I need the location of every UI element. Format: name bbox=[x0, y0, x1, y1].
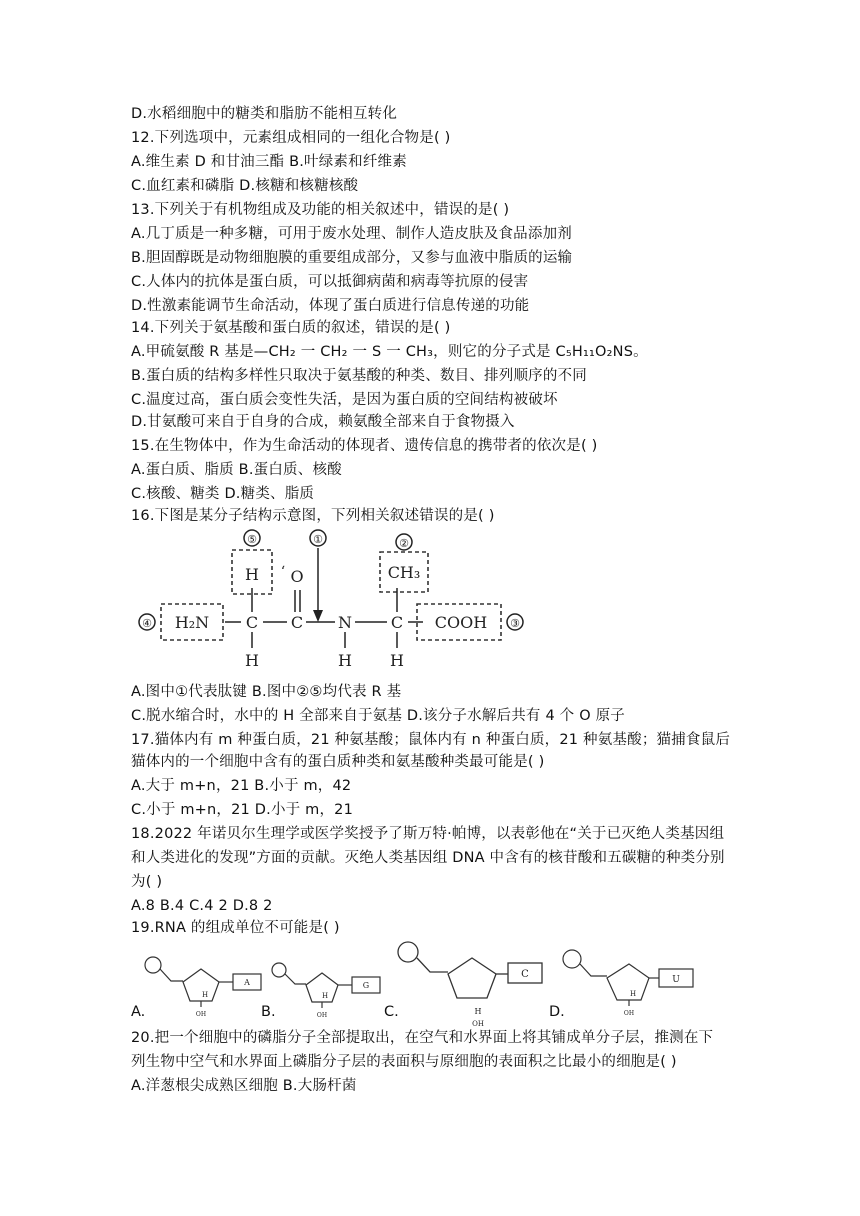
q17-stem-line2: 猫体内的一个细胞中含有的蛋白质种类和氨基酸种类最可能是( ) bbox=[131, 754, 545, 770]
nucleotide-b-h: H bbox=[321, 992, 329, 1000]
q17-options-ab: A.大于 m+n，21 B.小于 m，42 bbox=[131, 778, 352, 794]
nucleotide-a-oh: OH bbox=[195, 1011, 207, 1018]
mark1: ① bbox=[313, 533, 323, 546]
q11-option-d: D.水稻细胞中的糖类和脂肪不能相互转化 bbox=[131, 106, 398, 122]
mark5: ⑤ bbox=[247, 533, 257, 546]
h-bottom-1: H bbox=[245, 651, 259, 670]
carbonyl-carbon: C bbox=[290, 613, 304, 632]
q13-option-b: B.胆固醇既是动物细胞膜的重要组成部分，又参与血液中脂质的运输 bbox=[131, 250, 573, 266]
nucleotide-d-base: U bbox=[672, 975, 680, 985]
dipeptide-structure-figure bbox=[131, 528, 531, 676]
q14-option-d: D.甘氨酸可来自于自身的合成，赖氨酸全部来自于食物摄入 bbox=[131, 414, 515, 430]
h-top: H bbox=[245, 565, 259, 584]
q20-stem-line2: 列生物中空气和水界面上磷脂分子层的表面积与原细胞的表面积之比最小的细胞是( ) bbox=[131, 1054, 677, 1070]
q17-stem-line1: 17.猫体内有 m 种蛋白质，21 种氨基酸；鼠体内有 n 种蛋白质，21 种氨基酸；猫捕食鼠后 bbox=[131, 732, 731, 748]
nucleotide-a-h: H bbox=[201, 991, 209, 999]
q20-stem-line1: 20.把一个细胞中的磷脂分子全部提取出，在空气和水界面上将其铺成单分子层，推测在下 bbox=[131, 1030, 714, 1046]
q15-options-ab: A.蛋白质、脂质 B.蛋白质、核酸 bbox=[131, 462, 342, 478]
nucleotide-c-base: C bbox=[521, 969, 529, 980]
arrow-head bbox=[313, 610, 323, 622]
q12-options-ab: A.维生素 D 和甘油三酯 B.叶绿素和纤维素 bbox=[131, 154, 407, 170]
o-mark: ‘ bbox=[280, 564, 286, 580]
q19-stem: 19.RNA 的组成单位不可能是( ) bbox=[131, 920, 340, 936]
nucleotide-a-base: A bbox=[244, 978, 250, 987]
q14-option-b: B.蛋白质的结构多样性只取决于氨基酸的种类、数目、排列顺序的不同 bbox=[131, 368, 587, 384]
q18-stem-line3: 为( ) bbox=[131, 874, 163, 890]
cooh: COOH bbox=[434, 613, 488, 632]
nucleotide-b-base: G bbox=[362, 981, 370, 990]
q16-stem: 16.下图是某分子结构示意图，下列相关叙述错误的是( ) bbox=[131, 508, 495, 524]
q14-option-c: C.温度过高，蛋白质会变性失活，是因为蛋白质的空间结构被破坏 bbox=[131, 392, 558, 408]
q15-options-cd: C.核酸、糖类 D.糖类、脂质 bbox=[131, 486, 315, 502]
q12-options-cd: C.血红素和磷脂 D.核糖和核糖核酸 bbox=[131, 178, 359, 194]
nucleotide-a-figure bbox=[143, 955, 263, 1019]
alpha-carbon-1: C bbox=[245, 613, 259, 632]
q19-option-b-label: B. bbox=[261, 1004, 276, 1020]
nucleotide-d-figure bbox=[561, 948, 701, 1020]
nucleotide-c-figure bbox=[396, 940, 546, 1028]
mark3: ③ bbox=[510, 617, 520, 630]
q16-options-ab: A.图中①代表肽键 B.图中②⑤均代表 R 基 bbox=[131, 684, 402, 700]
nucleotide-b-figure bbox=[270, 961, 382, 1021]
q13-option-c: C.人体内的抗体是蛋白质，可以抵御病菌和病毒等抗原的侵害 bbox=[131, 274, 529, 290]
nucleotide-c-h: H bbox=[474, 1007, 482, 1016]
amide-nitrogen: N bbox=[338, 613, 352, 632]
q18-stem-line1: 18.2022 年诺贝尔生理学或医学奖授予了斯万特·帕博，以表彰他在“关于已灭绝人类基因组 bbox=[131, 826, 725, 842]
q12-stem: 12.下列选项中，元素组成相同的一组化合物是( ) bbox=[131, 130, 451, 146]
h-bottom-3: H bbox=[390, 651, 404, 670]
q14-option-a: A.甲硫氨酸 R 基是—CH₂ 一 CH₂ 一 S 一 CH₃，则它的分子式是 C₅H₁₁O₂NS。 bbox=[131, 344, 648, 360]
nucleotide-c-oh: OH bbox=[472, 1020, 484, 1028]
nucleotide-d-oh: OH bbox=[623, 1010, 635, 1017]
nucleotide-d-h: H bbox=[629, 990, 637, 998]
q16-options-cd: C.脱水缩合时，水中的 H 全部来自于氨基 D.该分子水解后共有 4 个 O 原子 bbox=[131, 708, 626, 724]
ch3: CH₃ bbox=[387, 563, 421, 582]
q13-stem: 13.下列关于有机物组成及功能的相关叙述中，错误的是( ) bbox=[131, 202, 510, 218]
q13-option-a: A.几丁质是一种多糖，可用于废水处理、制作人造皮肤及食品添加剂 bbox=[131, 226, 572, 242]
alpha-carbon-2: C bbox=[390, 613, 404, 632]
q13-option-d: D.性激素能调节生命活动，体现了蛋白质进行信息传递的功能 bbox=[131, 298, 530, 314]
nucleotide-b-oh: OH bbox=[316, 1012, 328, 1019]
q17-options-cd: C.小于 m+n，21 D.小于 m，21 bbox=[131, 802, 354, 818]
q19-option-d-label: D. bbox=[549, 1004, 565, 1020]
mark4: ④ bbox=[142, 617, 152, 630]
q19-option-c-label: C. bbox=[384, 1004, 399, 1020]
q20-options-ab: A.洋葱根尖成熟区细胞 B.大肠杆菌 bbox=[131, 1078, 357, 1094]
h2n: H₂N bbox=[174, 613, 210, 632]
q15-stem: 15.在生物体中，作为生命活动的体现者、遗传信息的携带者的依次是( ) bbox=[131, 438, 598, 454]
mark2: ② bbox=[399, 537, 409, 550]
h-bottom-2: H bbox=[338, 651, 352, 670]
q14-stem: 14.下列关于氨基酸和蛋白质的叙述，错误的是( ) bbox=[131, 320, 451, 336]
q18-options: A.8 B.4 C.4 2 D.8 2 bbox=[131, 898, 273, 914]
oxygen: O bbox=[290, 567, 304, 586]
q18-stem-line2: 和人类进化的发现”方面的贡献。灭绝人类基因组 DNA 中含有的核苷酸和五碳糖的种类分别 bbox=[131, 850, 725, 866]
q19-option-a-label: A. bbox=[131, 1004, 146, 1020]
